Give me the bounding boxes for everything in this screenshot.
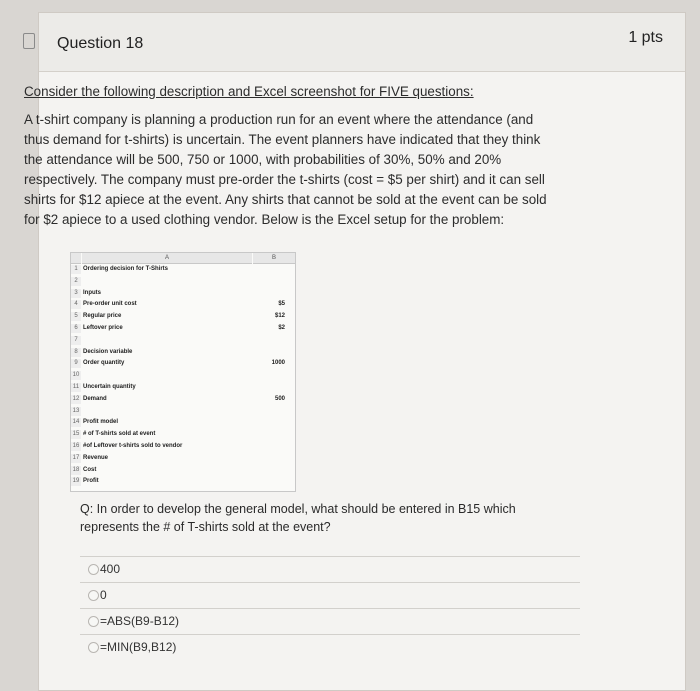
cell-a: Leftover price <box>83 325 123 331</box>
row-number: 9 <box>71 359 81 368</box>
question-text <box>24 82 554 230</box>
cell-a: Regular price <box>83 313 122 320</box>
sheet-row <box>71 336 295 345</box>
row-number: 15 <box>72 431 80 438</box>
row-number: 19 <box>72 478 80 485</box>
description-text: A t-shirt company is planning a production run for an event where the attendance (and thus demand for t-shirts) is uncertain. The event planners have indicated that they think the attendance will be 500, 750 or 1000, with probabilities of 30%, 50% and 20% respectively. The company must pre-order the t-shirts (cost = $5 per shirt) and it can sell shirts for $12 apiece at the event. Any shirts that cannot be sold at the event can be sold for $2 apiece to a used clothing vendor. Below is the Excel setup for the problem: <box>24 112 547 227</box>
row-number: 8 <box>71 348 81 357</box>
question-title: Question 18 <box>57 35 144 52</box>
row-number: 7 <box>71 336 81 345</box>
sheet-row <box>71 442 295 451</box>
row-number: 11 <box>72 384 80 390</box>
row-number: 12 <box>72 395 80 402</box>
cell-a: Decision variable <box>83 348 133 355</box>
row-number: 10 <box>72 372 80 379</box>
cell-a: Pre-order unit cost <box>83 301 137 308</box>
row-number: 3 <box>71 289 81 298</box>
column-header-b: B <box>253 253 295 264</box>
row-number: 16 <box>72 443 80 449</box>
cell-a: Profit <box>83 478 99 485</box>
corner-cell <box>71 253 81 264</box>
cell-a: Demand <box>83 395 107 402</box>
sheet-row <box>71 466 295 475</box>
cell-b: 500 <box>274 395 285 402</box>
sheet-row <box>71 289 295 298</box>
answer-label: 400 <box>100 562 121 576</box>
sheet-row <box>71 324 295 333</box>
question-prompt: Q: In order to develop the general model, what should be entered in B15 which represents the # of T-shirts sold at the event? <box>80 502 516 534</box>
answer-label: 0 <box>100 588 107 602</box>
cell-b: 1000 <box>271 360 285 367</box>
excel-screenshot <box>70 252 296 492</box>
column-header-a: A <box>82 253 252 264</box>
radio-button[interactable] <box>88 642 99 653</box>
sheet-row <box>71 359 295 368</box>
sheet-row <box>71 348 295 357</box>
cell-a: Cost <box>83 466 97 473</box>
sheet-row <box>71 265 295 274</box>
answer-option[interactable] <box>80 556 580 581</box>
sheet-row <box>71 418 295 427</box>
question-header <box>39 13 685 72</box>
cell-b: $5 <box>278 301 285 308</box>
cell-a: #of Leftover t-shirts sold to vendor <box>83 443 183 449</box>
sheet-row <box>71 454 295 463</box>
flag-icon[interactable] <box>23 33 35 49</box>
sheet-row <box>71 371 295 380</box>
radio-button[interactable] <box>88 564 99 575</box>
radio-button[interactable] <box>88 590 99 601</box>
row-number: 2 <box>71 277 81 286</box>
sheet-row <box>71 407 295 416</box>
cell-a: # of T-shirts sold at event <box>83 431 156 438</box>
row-number: 14 <box>72 419 80 426</box>
answer-option[interactable] <box>80 608 580 633</box>
cell-b: $2 <box>278 325 285 331</box>
answer-option[interactable] <box>80 634 580 659</box>
sheet-row <box>71 395 295 404</box>
cell-a: Profit model <box>83 419 119 426</box>
cell-b: $12 <box>274 313 285 320</box>
row-number: 17 <box>72 454 80 461</box>
sheet-row <box>71 477 295 486</box>
row-number: 6 <box>71 324 81 333</box>
cell-a: Ordering decision for T-Shirts <box>83 266 169 272</box>
cell-a: Revenue <box>83 454 109 461</box>
answer-option[interactable] <box>80 582 580 607</box>
row-number: 4 <box>71 300 81 309</box>
radio-button[interactable] <box>88 616 99 627</box>
answer-label: =ABS(B9-B12) <box>100 614 180 628</box>
sheet-row <box>71 312 295 321</box>
sheet-row <box>71 277 295 286</box>
intro-text: Consider the following description and Excel screenshot for FIVE questions: <box>24 84 474 99</box>
sheet-row <box>71 300 295 309</box>
cell-a: Inputs <box>83 289 101 296</box>
row-number: 1 <box>71 265 81 274</box>
answer-label: =MIN(B9,B12) <box>100 640 177 654</box>
question-points: 1 pts <box>628 29 663 46</box>
row-number: 18 <box>72 466 80 473</box>
cell-a: Order quantity <box>83 360 125 367</box>
cell-a: Uncertain quantity <box>83 384 136 390</box>
row-number: 5 <box>71 312 81 321</box>
sheet-row <box>71 383 295 392</box>
row-number: 13 <box>72 407 80 414</box>
sheet-row <box>71 430 295 439</box>
